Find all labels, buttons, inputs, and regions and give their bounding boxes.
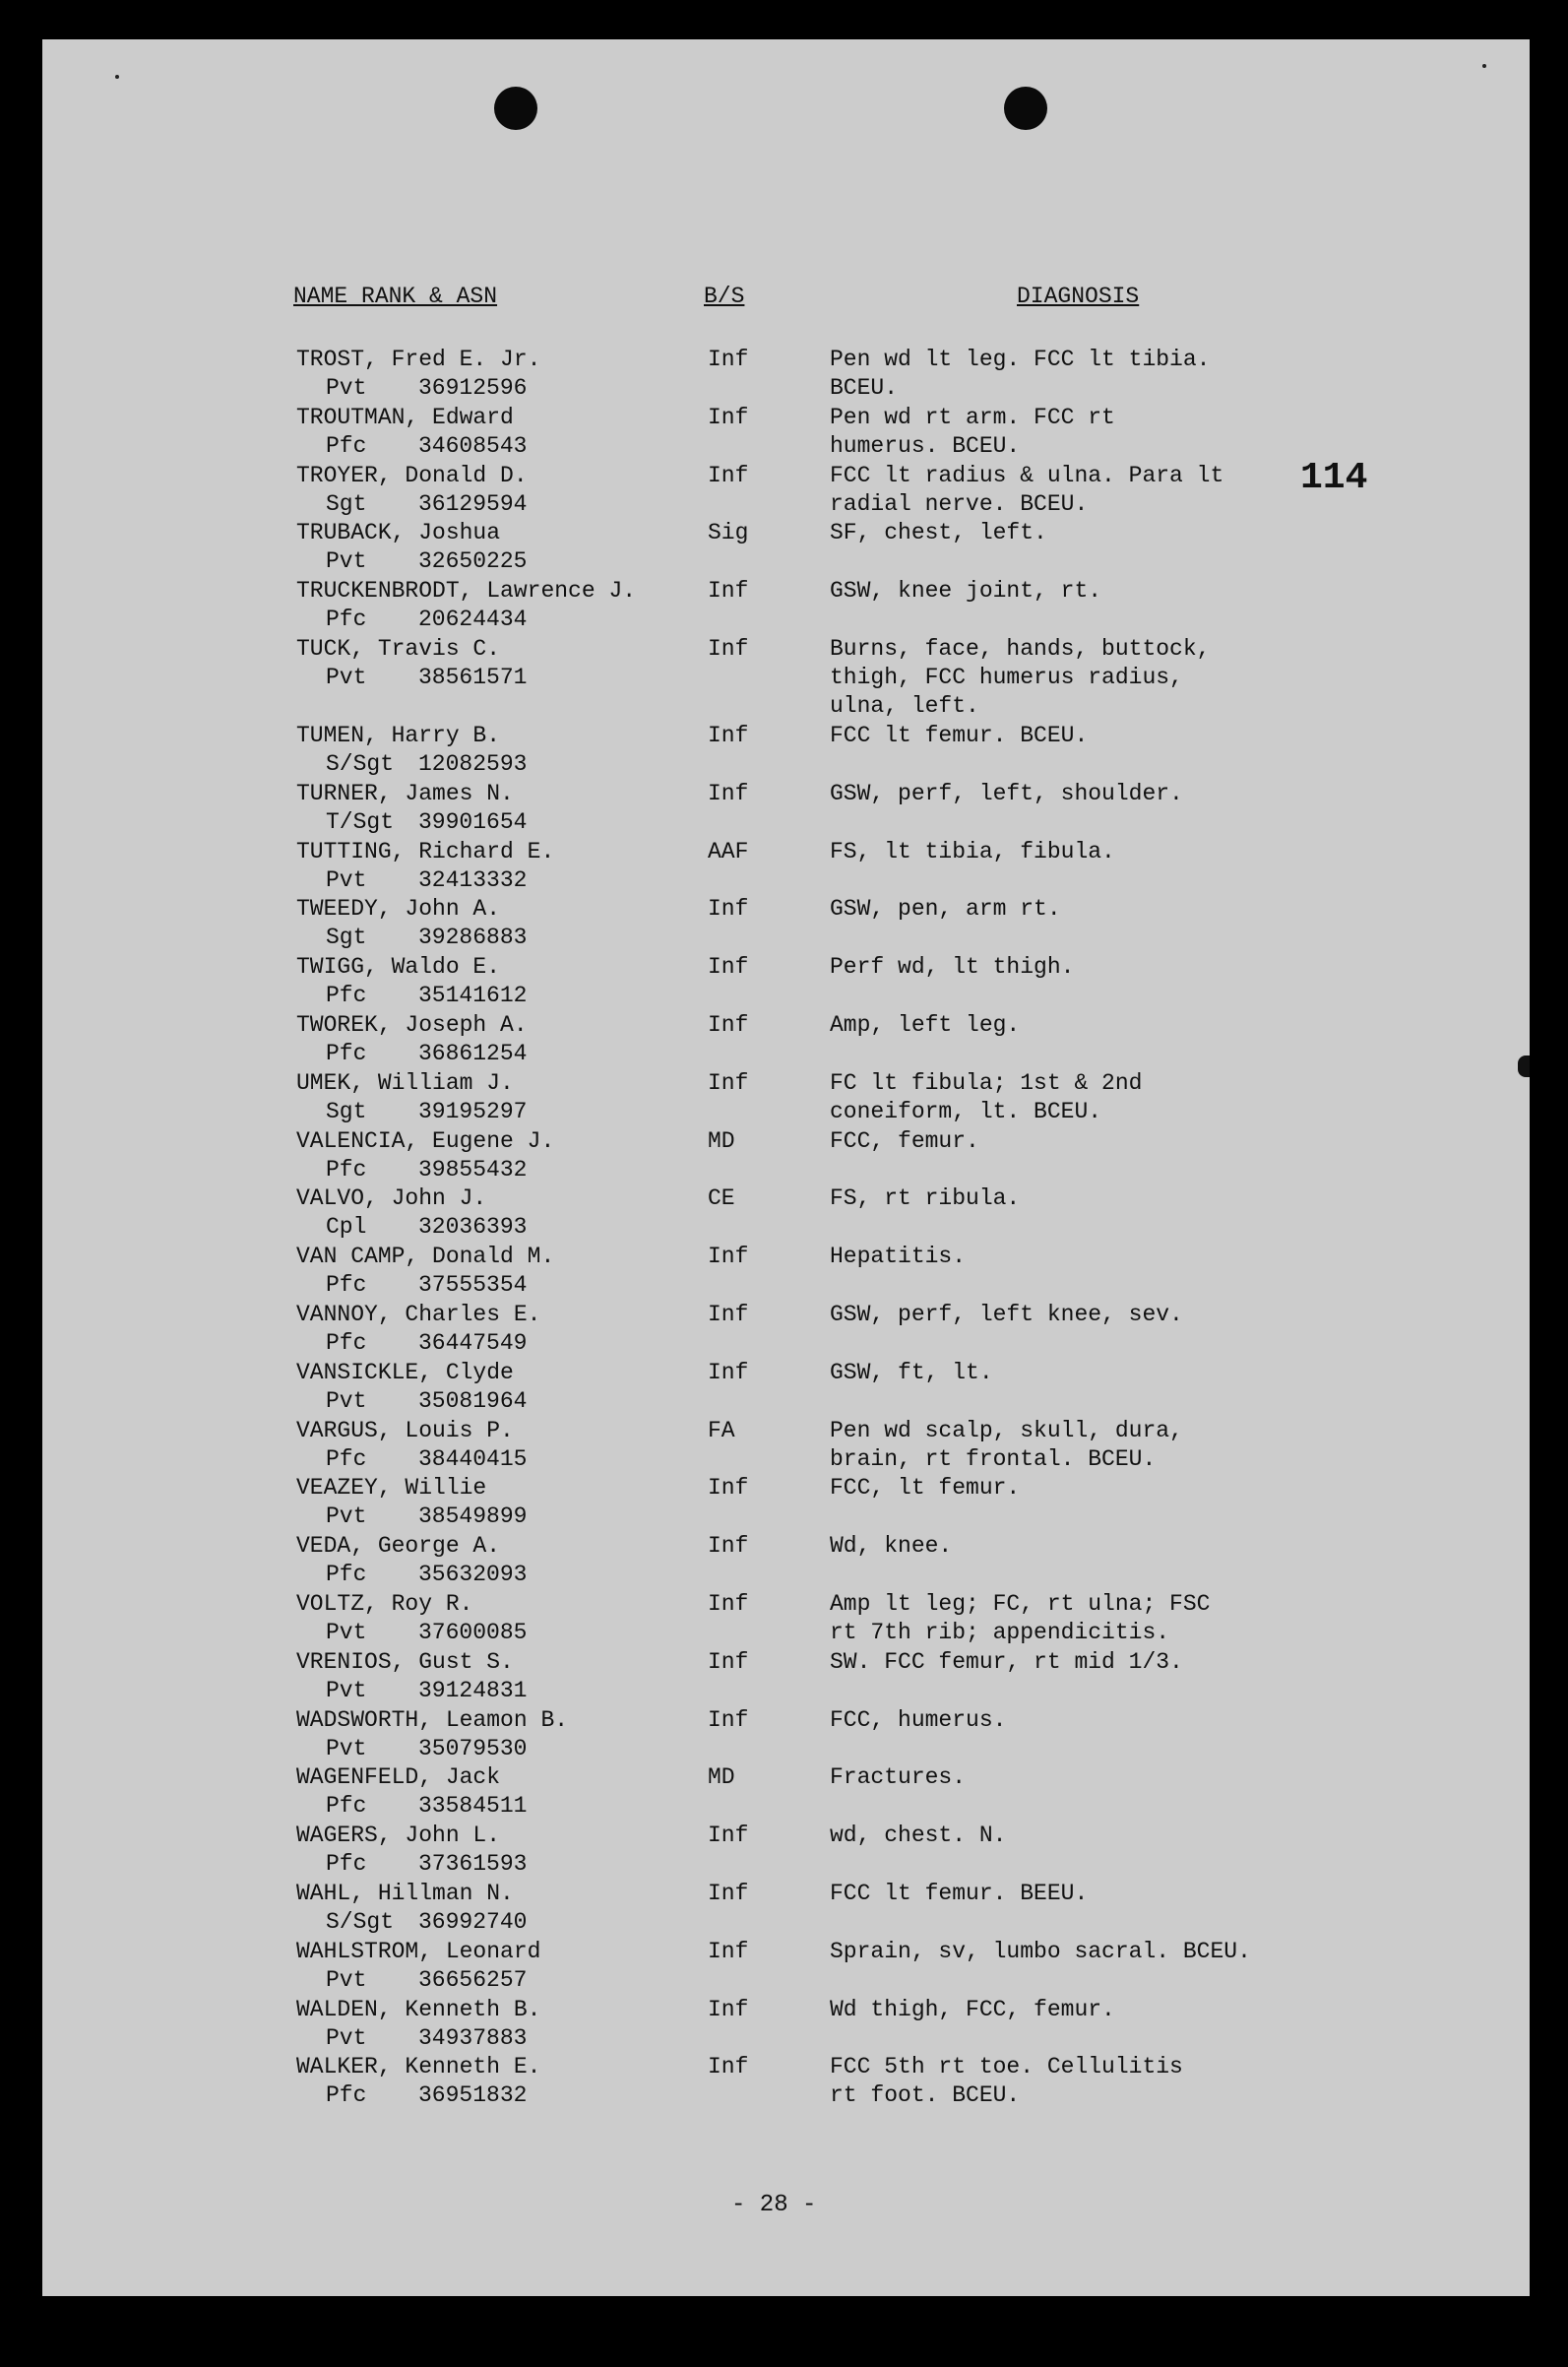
diagnosis: Wd, knee.	[830, 1533, 953, 1560]
diagnosis: FS, rt ribula.	[830, 1185, 1021, 1212]
soldier-name: VEAZEY, Willie	[296, 1475, 487, 1502]
punch-hole-left	[494, 87, 537, 130]
soldier-asn: 38549899	[418, 1503, 528, 1530]
rank-and-asn	[326, 1966, 527, 1995]
list-item	[42, 1301, 1530, 1359]
list-item	[42, 1359, 1530, 1417]
list-item	[42, 1474, 1530, 1532]
soldier-name: VALENCIA, Eugene J.	[296, 1127, 555, 1154]
branch-of-service: Inf	[708, 722, 749, 748]
column-header-branch: B/S	[704, 284, 745, 309]
rank-and-asn	[326, 808, 527, 837]
branch-of-service: Inf	[708, 347, 749, 372]
rank-and-asn	[326, 982, 527, 1010]
soldier-asn: 32036393	[418, 1214, 528, 1241]
rank-and-asn	[326, 1329, 527, 1358]
soldier-rank: Pvt	[326, 664, 367, 690]
soldier-name: TROUTMAN, Edward	[296, 404, 514, 430]
soldier-rank: Pfc	[326, 1562, 367, 1588]
soldier-name: TURNER, James N.	[296, 780, 514, 806]
soldier-rank: Sgt	[326, 490, 367, 517]
branch-of-service: Inf	[708, 1590, 749, 1617]
diagnosis: Sprain, sv, lumbo sacral. BCEU.	[830, 1938, 1251, 1964]
branch-of-service: MD	[708, 1127, 735, 1154]
soldier-asn: 36656257	[418, 1966, 528, 1993]
soldier-name: TUMEN, Harry B.	[296, 722, 501, 748]
branch-of-service: Inf	[708, 1301, 749, 1327]
diagnosis: GSW, perf, left knee, sev.	[830, 1301, 1183, 1327]
diagnosis: FCC, humerus.	[830, 1706, 1007, 1733]
diagnosis: FCC 5th rt toe. Cellulitis rt foot. BCEU.	[830, 2054, 1183, 2109]
soldier-rank: Pvt	[326, 1735, 367, 1761]
soldier-asn: 36447549	[418, 1329, 528, 1356]
branch-of-service: Inf	[708, 1359, 749, 1385]
casualty-list	[42, 346, 1530, 2111]
soldier-asn: 38561571	[418, 664, 528, 690]
diagnosis: Perf wd, lt thigh.	[830, 954, 1075, 981]
punch-hole-right	[1004, 87, 1047, 130]
soldier-asn: 36861254	[418, 1040, 528, 1066]
rank-and-asn	[326, 490, 527, 519]
diagnosis: Wd thigh, FCC, femur.	[830, 1996, 1115, 2022]
soldier-rank: Pfc	[326, 1156, 367, 1183]
stamp-number: 114	[1300, 457, 1368, 499]
soldier-name: WAHLSTROM, Leonard	[296, 1938, 541, 1964]
branch-of-service: Inf	[708, 404, 749, 430]
soldier-asn: 39124831	[418, 1677, 528, 1703]
soldier-rank: Sgt	[326, 1098, 367, 1124]
rank-and-asn	[326, 1098, 527, 1126]
soldier-name: VANNOY, Charles E.	[296, 1301, 541, 1327]
page-number: - 28 -	[731, 2192, 817, 2218]
branch-of-service: FA	[708, 1417, 735, 1443]
list-item	[42, 1822, 1530, 1880]
speck-mark	[115, 75, 119, 79]
soldier-rank: Sgt	[326, 925, 367, 951]
soldier-name: VARGUS, Louis P.	[296, 1417, 514, 1443]
soldier-name: VEDA, George A.	[296, 1533, 501, 1560]
soldier-asn: 35079530	[418, 1735, 528, 1761]
list-item	[42, 519, 1530, 577]
column-header-name: NAME RANK & ASN	[293, 284, 498, 309]
soldier-asn: 39855432	[418, 1156, 528, 1183]
rank-and-asn	[326, 1908, 527, 1937]
diagnosis: wd, chest. N.	[830, 1823, 1007, 1849]
soldier-name: TWIGG, Waldo E.	[296, 954, 501, 981]
rank-and-asn	[326, 1850, 527, 1879]
list-item	[42, 462, 1530, 520]
soldier-name: TWOREK, Joseph A.	[296, 1011, 528, 1038]
branch-of-service: Inf	[708, 1706, 749, 1733]
list-item	[42, 1880, 1530, 1938]
branch-of-service: Inf	[708, 2054, 749, 2080]
soldier-asn: 34937883	[418, 2024, 528, 2051]
soldier-rank: T/Sgt	[326, 808, 395, 835]
soldier-rank: Pvt	[326, 1503, 367, 1530]
diagnosis: FCC lt femur. BCEU.	[830, 722, 1089, 748]
rank-and-asn	[326, 1271, 527, 1300]
soldier-rank: S/Sgt	[326, 750, 395, 777]
diagnosis: Pen wd lt leg. FCC lt tibia. BCEU.	[830, 347, 1211, 401]
soldier-asn: 35081964	[418, 1387, 528, 1414]
soldier-asn: 12082593	[418, 750, 528, 777]
list-item	[42, 722, 1530, 780]
soldier-name: WAGENFELD, Jack	[296, 1764, 501, 1791]
soldier-rank: Pvt	[326, 1387, 367, 1414]
rank-and-asn	[326, 2024, 527, 2053]
diagnosis: FC lt fibula; 1st & 2nd coneiform, lt. BCEU.	[830, 1069, 1143, 1124]
soldier-rank: Pfc	[326, 2082, 367, 2109]
diagnosis: Pen wd rt arm. FCC rt humerus. BCEU.	[830, 404, 1115, 459]
soldier-rank: Pfc	[326, 1329, 367, 1356]
rank-and-asn	[326, 924, 527, 952]
soldier-name: TRUCKENBRODT, Lawrence J.	[296, 578, 637, 605]
branch-of-service: Inf	[708, 1823, 749, 1849]
soldier-rank: Pfc	[326, 1445, 367, 1472]
list-item	[42, 1243, 1530, 1301]
soldier-asn: 33584511	[418, 1793, 528, 1820]
document-page	[42, 39, 1530, 2296]
list-item	[42, 346, 1530, 404]
rank-and-asn	[326, 866, 527, 895]
soldier-name: VAN CAMP, Donald M.	[296, 1244, 555, 1270]
soldier-asn: 20624434	[418, 607, 528, 633]
rank-and-asn	[326, 664, 527, 692]
rank-and-asn	[326, 432, 527, 461]
soldier-rank: Pfc	[326, 607, 367, 633]
rank-and-asn	[326, 1792, 527, 1821]
list-item	[42, 1127, 1530, 1185]
diagnosis: Fractures.	[830, 1764, 967, 1791]
diagnosis: SF, chest, left.	[830, 520, 1047, 546]
rank-and-asn	[326, 547, 527, 576]
diagnosis: FS, lt tibia, fibula.	[830, 838, 1115, 864]
soldier-name: WADSWORTH, Leamon B.	[296, 1706, 569, 1733]
soldier-rank: Pvt	[326, 1966, 367, 1993]
rank-and-asn	[326, 1619, 527, 1647]
branch-of-service: Inf	[708, 1648, 749, 1675]
list-item	[42, 1184, 1530, 1243]
branch-of-service: CE	[708, 1185, 735, 1212]
list-item	[42, 1069, 1530, 1127]
soldier-rank: Pvt	[326, 2024, 367, 2051]
diagnosis: GSW, ft, lt.	[830, 1359, 993, 1385]
list-item	[42, 635, 1530, 722]
list-item	[42, 1763, 1530, 1822]
soldier-asn: 36129594	[418, 490, 528, 517]
soldier-asn: 38440415	[418, 1445, 528, 1472]
diagnosis: GSW, knee joint, rt.	[830, 578, 1102, 605]
soldier-asn: 36951832	[418, 2082, 528, 2109]
soldier-rank: Pvt	[326, 866, 367, 893]
list-item	[42, 1996, 1530, 2054]
soldier-rank: Pfc	[326, 1851, 367, 1878]
soldier-name: WAHL, Hillman N.	[296, 1880, 514, 1906]
list-item	[42, 838, 1530, 896]
soldier-name: TRUBACK, Joshua	[296, 520, 501, 546]
diagnosis: FCC lt femur. BEEU.	[830, 1880, 1089, 1906]
soldier-name: WALKER, Kenneth E.	[296, 2054, 541, 2080]
soldier-rank: Cpl	[326, 1214, 367, 1241]
list-item	[42, 1532, 1530, 1590]
soldier-rank: S/Sgt	[326, 1908, 395, 1935]
soldier-rank: Pfc	[326, 983, 367, 1009]
soldier-rank: Pvt	[326, 1677, 367, 1703]
soldier-name: WALDEN, Kenneth B.	[296, 1996, 541, 2022]
column-header-diagnosis: DIAGNOSIS	[1017, 284, 1140, 309]
list-item	[42, 1590, 1530, 1648]
branch-of-service: Inf	[708, 1475, 749, 1502]
soldier-name: TROYER, Donald D.	[296, 462, 528, 488]
branch-of-service: Inf	[708, 1996, 749, 2022]
list-item	[42, 1417, 1530, 1475]
diagnosis: Pen wd scalp, skull, dura, brain, rt frontal. BCEU.	[830, 1417, 1183, 1472]
branch-of-service: Inf	[708, 635, 749, 662]
list-item	[42, 577, 1530, 635]
soldier-rank: Pfc	[326, 432, 367, 459]
branch-of-service: AAF	[708, 838, 749, 864]
soldier-name: UMEK, William J.	[296, 1069, 514, 1096]
branch-of-service: Inf	[708, 896, 749, 923]
soldier-name: TUCK, Travis C.	[296, 635, 501, 662]
rank-and-asn	[326, 1445, 527, 1474]
rank-and-asn	[326, 1503, 527, 1531]
diagnosis: Hepatitis.	[830, 1244, 967, 1270]
branch-of-service: Inf	[708, 1069, 749, 1096]
branch-of-service: Inf	[708, 1011, 749, 1038]
diagnosis: Amp lt leg; FC, rt ulna; FSC rt 7th rib; appendicitis.	[830, 1590, 1211, 1645]
rank-and-asn	[326, 1677, 527, 1705]
soldier-asn: 37555354	[418, 1272, 528, 1299]
rank-and-asn	[326, 374, 527, 403]
diagnosis: FCC, lt femur.	[830, 1475, 1021, 1502]
soldier-name: TUTTING, Richard E.	[296, 838, 555, 864]
rank-and-asn	[326, 750, 527, 779]
soldier-asn: 35141612	[418, 983, 528, 1009]
rank-and-asn	[326, 2081, 527, 2110]
soldier-asn: 32650225	[418, 548, 528, 575]
rank-and-asn	[326, 1387, 527, 1416]
soldier-rank: Pvt	[326, 1619, 367, 1645]
branch-of-service: Inf	[708, 954, 749, 981]
list-item	[42, 1706, 1530, 1764]
soldier-asn: 36912596	[418, 375, 528, 401]
branch-of-service: Sig	[708, 520, 749, 546]
list-item	[42, 1648, 1530, 1706]
speck-mark	[1482, 64, 1486, 68]
branch-of-service: Inf	[708, 780, 749, 806]
list-item	[42, 404, 1530, 462]
list-item	[42, 1011, 1530, 1069]
soldier-name: VRENIOS, Gust S.	[296, 1648, 514, 1675]
diagnosis: Amp, left leg.	[830, 1011, 1021, 1038]
branch-of-service: Inf	[708, 1938, 749, 1964]
diagnosis: FCC lt radius & ulna. Para lt radial nerve. BCEU.	[830, 462, 1224, 517]
soldier-name: TWEEDY, John A.	[296, 896, 501, 923]
branch-of-service: Inf	[708, 1533, 749, 1560]
list-item	[42, 780, 1530, 838]
soldier-name: WAGERS, John L.	[296, 1823, 501, 1849]
list-item	[42, 953, 1530, 1011]
list-item	[42, 2053, 1530, 2111]
rank-and-asn	[326, 1040, 527, 1068]
list-item	[42, 895, 1530, 953]
soldier-asn: 39901654	[418, 808, 528, 835]
soldier-rank: Pvt	[326, 375, 367, 401]
branch-of-service: Inf	[708, 1880, 749, 1906]
soldier-asn: 39286883	[418, 925, 528, 951]
branch-of-service: Inf	[708, 1244, 749, 1270]
soldier-rank: Pfc	[326, 1272, 367, 1299]
list-item	[42, 1938, 1530, 1996]
rank-and-asn	[326, 1213, 527, 1242]
soldier-rank: Pvt	[326, 548, 367, 575]
soldier-name: VANSICKLE, Clyde	[296, 1359, 514, 1385]
soldier-asn: 32413332	[418, 866, 528, 893]
soldier-name: VOLTZ, Roy R.	[296, 1590, 473, 1617]
soldier-name: VALVO, John J.	[296, 1185, 487, 1212]
branch-of-service: Inf	[708, 462, 749, 488]
soldier-name: TROST, Fred E. Jr.	[296, 347, 541, 372]
soldier-asn: 35632093	[418, 1562, 528, 1588]
branch-of-service: MD	[708, 1764, 735, 1791]
rank-and-asn	[326, 606, 527, 634]
soldier-asn: 36992740	[418, 1908, 528, 1935]
rank-and-asn	[326, 1156, 527, 1184]
soldier-asn: 34608543	[418, 432, 528, 459]
diagnosis: GSW, pen, arm rt.	[830, 896, 1061, 923]
soldier-asn: 37600085	[418, 1619, 528, 1645]
diagnosis: SW. FCC femur, rt mid 1/3.	[830, 1648, 1183, 1675]
soldier-rank: Pfc	[326, 1793, 367, 1820]
rank-and-asn	[326, 1561, 527, 1589]
branch-of-service: Inf	[708, 578, 749, 605]
soldier-asn: 39195297	[418, 1098, 528, 1124]
diagnosis: FCC, femur.	[830, 1127, 979, 1154]
diagnosis: GSW, perf, left, shoulder.	[830, 780, 1183, 806]
diagnosis: Burns, face, hands, buttock, thigh, FCC humerus radius, ulna, left.	[830, 635, 1211, 719]
rank-and-asn	[326, 1735, 527, 1763]
soldier-asn: 37361593	[418, 1851, 528, 1878]
soldier-rank: Pfc	[326, 1040, 367, 1066]
